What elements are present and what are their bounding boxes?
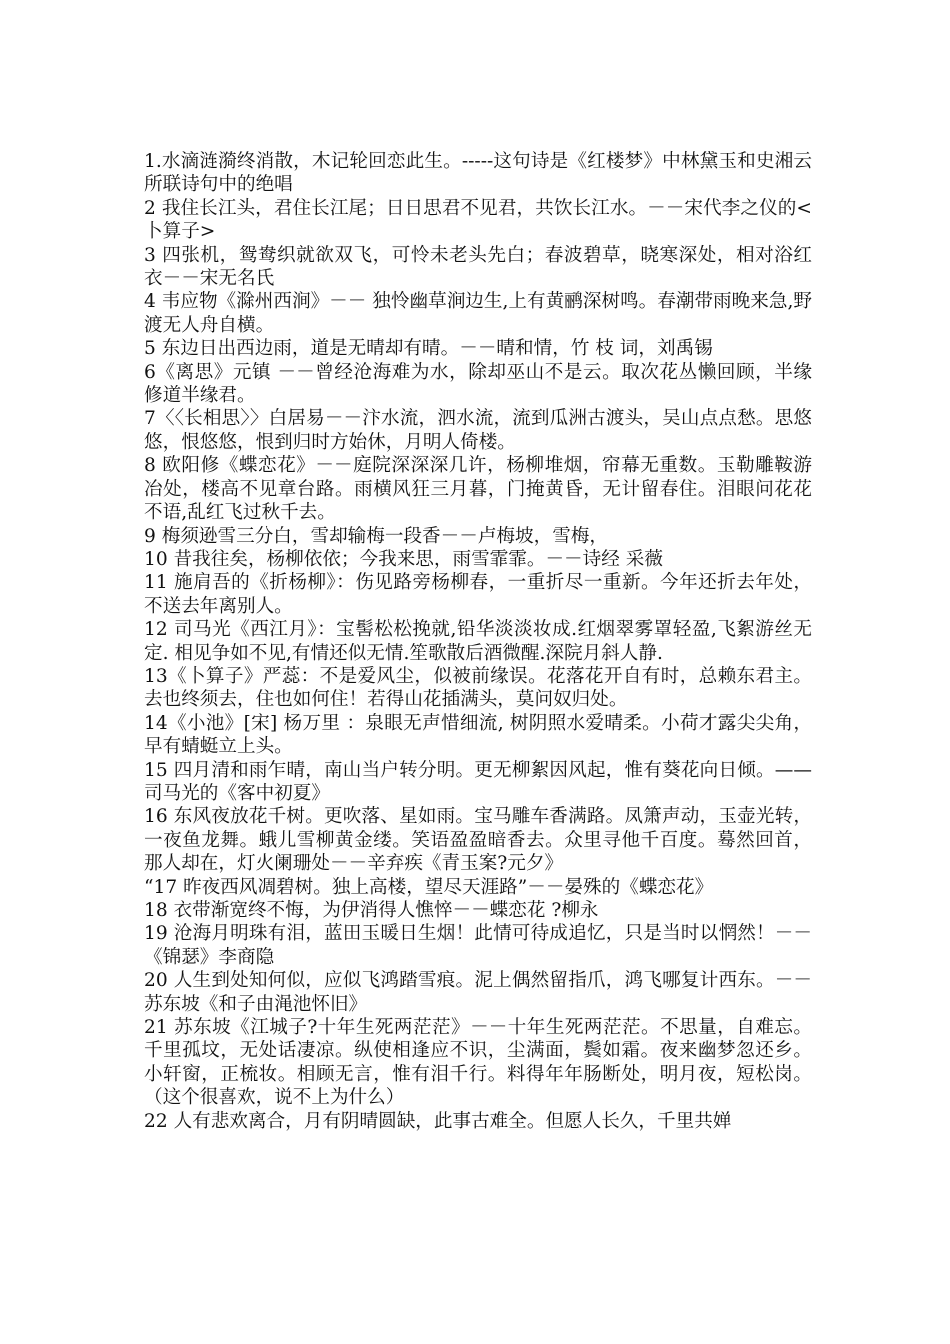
poem-entry-20: 20 人生到处知何似，应似飞鸿踏雪痕。泥上偶然留指爪，鸿飞哪复计西东。－－苏东坡《和子由渑池怀旧》 [144,970,812,1015]
poem-entry-14: 14《小池》[宋] 杨万里 ：泉眼无声惜细流, 树阴照水爱晴柔。小荷才露尖尖角，早有蜻蜓立上头。 [144,712,812,758]
poem-entry-18: 18 衣带渐宽终不悔，为伊消得人憔悴－－蝶恋花 ?柳永 [144,900,599,921]
poem-entry-7: 7〈〈长相思〉〉白居易－－汴水流，泗水流，流到瓜洲古渡头，吴山点点愁。思悠悠，恨悠悠，恨到归时方始休，月明人倚楼。 [144,408,812,453]
poem-entry-13: 13《卜算子》严蕊：不是爱风尘，似被前缘误。花落花开自有时，总赖东君主。去也终须去，住也如何住！若得山花插满头，莫问奴归处。 [144,665,812,711]
poem-entry-2: 2 我住长江头，君住长江尾；日日思君不见君，共饮长江水。－－宋代李之仪的<卜算子> [144,197,812,243]
poem-entry-4: 4 韦应物《滁州西涧》－－ 独怜幽草涧边生,上有黄鹂深树鸣。春潮带雨晚来急,野渡无人舟自横。 [144,291,812,336]
poem-entry-5: 5 东边日出西边雨，道是无晴却有晴。－－晴和情，竹 枝 词，刘禹锡 [144,338,713,360]
poem-entry-22: 22 人有悲欢离合，月有阴晴圆缺，此事古难全。但愿人长久，千里共婵 [144,1110,732,1132]
poem-entry-21: 21 苏东坡《江城子?十年生死两茫茫》－－十年生死两茫茫。不思量，自难忘。千里孤坟，无处话凄凉。纵使相逢应不识，尘满面，鬓如霜。夜来幽梦忽还乡。小轩窗，正梳妆。相顾无言，惟有泪千行。料得年年肠断处，明月夜，短松岗。（这个很喜欢，说不上为什么） [144,1017,812,1109]
poem-entry-17: “17 昨夜西风凋碧树。独上高楼，望尽天涯路”－－晏殊的《蝶恋花》 [144,876,714,898]
poem-entry-15: 15 四月清和雨乍晴，南山当户转分明。更无柳絮因风起，惟有葵花向日倾。——司马光的《客中初夏》 [144,759,812,804]
poem-entry-19: 19 沧海月明珠有泪，蓝田玉暖日生烟！此情可待成追忆，只是当时以惘然！－－《锦瑟》李商隐 [144,923,812,968]
document-body [144,150,812,1133]
poem-entry-3: 3 四张机，鸳鸯织就欲双飞，可怜未老头先白；春波碧草，晓寒深处，相对浴红衣－－宋无名氏 [144,244,812,290]
poem-entry-10: 10 昔我往矣，杨柳依依；今我来思，雨雪霏霏。－－诗经 采薇 [144,548,663,570]
poem-entry-11: 11 施肩吾的《折杨柳》：伤见路旁杨柳春，一重折尽一重新。今年还折去年处，不送去年离别人。 [144,572,812,617]
poem-entry-6: 6《离思》元镇 －－曾经沧海难为水，除却巫山不是云。取次花丛懒回顾，半缘修道半缘君。 [144,361,812,407]
poem-entry-12: 12 司马光《西江月》：宝髻松松挽就,铅华淡淡妆成.红烟翠雾罩轻盈,飞絮游丝无定. 相见争如不见,有情还似无情.笙歌散后酒微醒.深院月斜人静. [144,619,812,664]
poem-entry-9: 9 梅须逊雪三分白，雪却输梅一段香－－卢梅坡，雪梅， [144,525,608,547]
poem-entry-8: 8 欧阳修《蝶恋花》－－庭院深深深几许，杨柳堆烟，帘幕无重数。玉勒雕鞍游冶处，楼高不见章台路。雨横风狂三月暮，门掩黄昏，无计留春住。泪眼问花花不语,乱红飞过秋千去。 [144,455,812,524]
poem-entry-16: 16 东风夜放花千树。更吹落、星如雨。宝马雕车香满路。凤箫声动，玉壶光转，一夜鱼龙舞。蛾儿雪柳黄金缕。笑语盈盈暗香去。众里寻他千百度。蓦然回首，那人却在，灯火阑珊处－－辛弃疾《青玉案?元夕》 [144,806,812,875]
poem-entry-1: 1.水滴涟漪终消散，木记轮回恋此生。-----这句诗是《红楼梦》中林黛玉和史湘云所联诗句中的绝唱 [144,151,812,196]
